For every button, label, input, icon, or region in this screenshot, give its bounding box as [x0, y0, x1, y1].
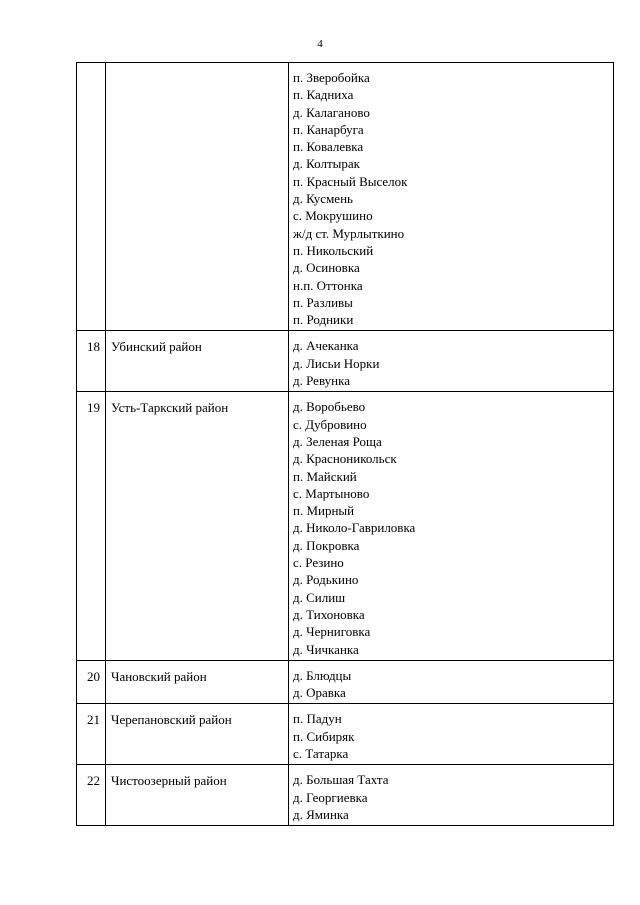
row-number: 19 [77, 392, 106, 660]
settlement-item: п. Ковалевка [293, 139, 364, 155]
settlement-item: п. Майский [293, 468, 357, 484]
settlement-item: д. Николо-Гавриловка [293, 520, 416, 536]
row-number: 22 [77, 765, 106, 826]
settlements-cell [289, 63, 614, 331]
table-row [77, 765, 614, 826]
settlement-item: д. Ачеканка [293, 338, 359, 354]
settlement-item: п. Сибиряк [293, 728, 355, 744]
settlement-item: д. Осиновка [293, 260, 360, 276]
settlements-cell [289, 660, 614, 704]
settlement-item: д. Ревунка [293, 373, 350, 389]
settlement-item: п. Красный Выселок [293, 173, 408, 189]
settlement-item: д. Зеленая Роща [293, 433, 382, 449]
table-row [77, 63, 614, 331]
table-row [77, 704, 614, 765]
settlements-cell [289, 704, 614, 765]
settlement-item: с. Мокрушино [293, 208, 373, 224]
row-number: 18 [77, 331, 106, 392]
table-row [77, 392, 614, 660]
settlement-item: п. Никольский [293, 242, 374, 258]
settlement-item: д. Калаганово [293, 104, 370, 120]
settlement-item: д. Оравка [293, 685, 346, 701]
settlement-item: д. Георгиевка [293, 789, 368, 805]
settlement-item: д. Покровка [293, 537, 360, 553]
settlement-item: д. Красноникольск [293, 451, 397, 467]
settlement-item: п. Зверобойка [293, 70, 370, 85]
settlement-item: п. Разливы [293, 294, 353, 310]
settlements-cell [289, 392, 614, 660]
districts-table [76, 62, 614, 826]
settlement-item: д. Блюдцы [293, 667, 352, 683]
settlement-item: д. Родькино [293, 572, 359, 588]
settlement-item: с. Мартыново [293, 485, 370, 501]
settlement-item: д. Лисьи Норки [293, 355, 380, 371]
district-name: Чановский район [106, 660, 289, 704]
settlement-item: д. Чичканка [293, 641, 359, 657]
table-body [77, 63, 614, 826]
settlement-item: д. Воробьево [293, 399, 366, 415]
settlement-item: д. Яминка [293, 806, 349, 822]
settlement-item: д. Колтырак [293, 156, 360, 172]
settlement-item: д. Большая Тахта [293, 772, 389, 788]
settlement-item: п. Родники [293, 312, 354, 328]
table-row [77, 331, 614, 392]
settlement-item: д. Тихоновка [293, 606, 365, 622]
district-name: Убинский район [106, 331, 289, 392]
settlement-item: п. Падун [293, 711, 342, 727]
settlements-cell [289, 765, 614, 826]
settlement-item: д. Кусмень [293, 191, 353, 207]
table-row [77, 660, 614, 704]
settlement-item: п. Мирный [293, 503, 355, 519]
district-name [106, 63, 289, 331]
settlement-item: н.п. Оттонка [293, 277, 363, 293]
row-number: 21 [77, 704, 106, 765]
settlements-cell [289, 331, 614, 392]
settlement-item: п. Кадниха [293, 87, 354, 103]
settlement-item: с. Дубровино [293, 416, 367, 432]
page-number: 4 [317, 38, 323, 50]
row-number [77, 63, 106, 331]
settlement-item: п. Канарбуга [293, 121, 364, 137]
district-name: Усть-Таркский район [106, 392, 289, 660]
settlement-item: д. Силиш [293, 589, 346, 605]
settlement-item: с. Татарка [293, 745, 349, 761]
settlement-item: д. Черниговка [293, 624, 371, 640]
row-number: 20 [77, 660, 106, 704]
settlement-item: с. Резино [293, 555, 344, 571]
settlement-item: ж/д ст. Мурлыткино [293, 225, 405, 241]
district-name: Чистоозерный район [106, 765, 289, 826]
district-name: Черепановский район [106, 704, 289, 765]
